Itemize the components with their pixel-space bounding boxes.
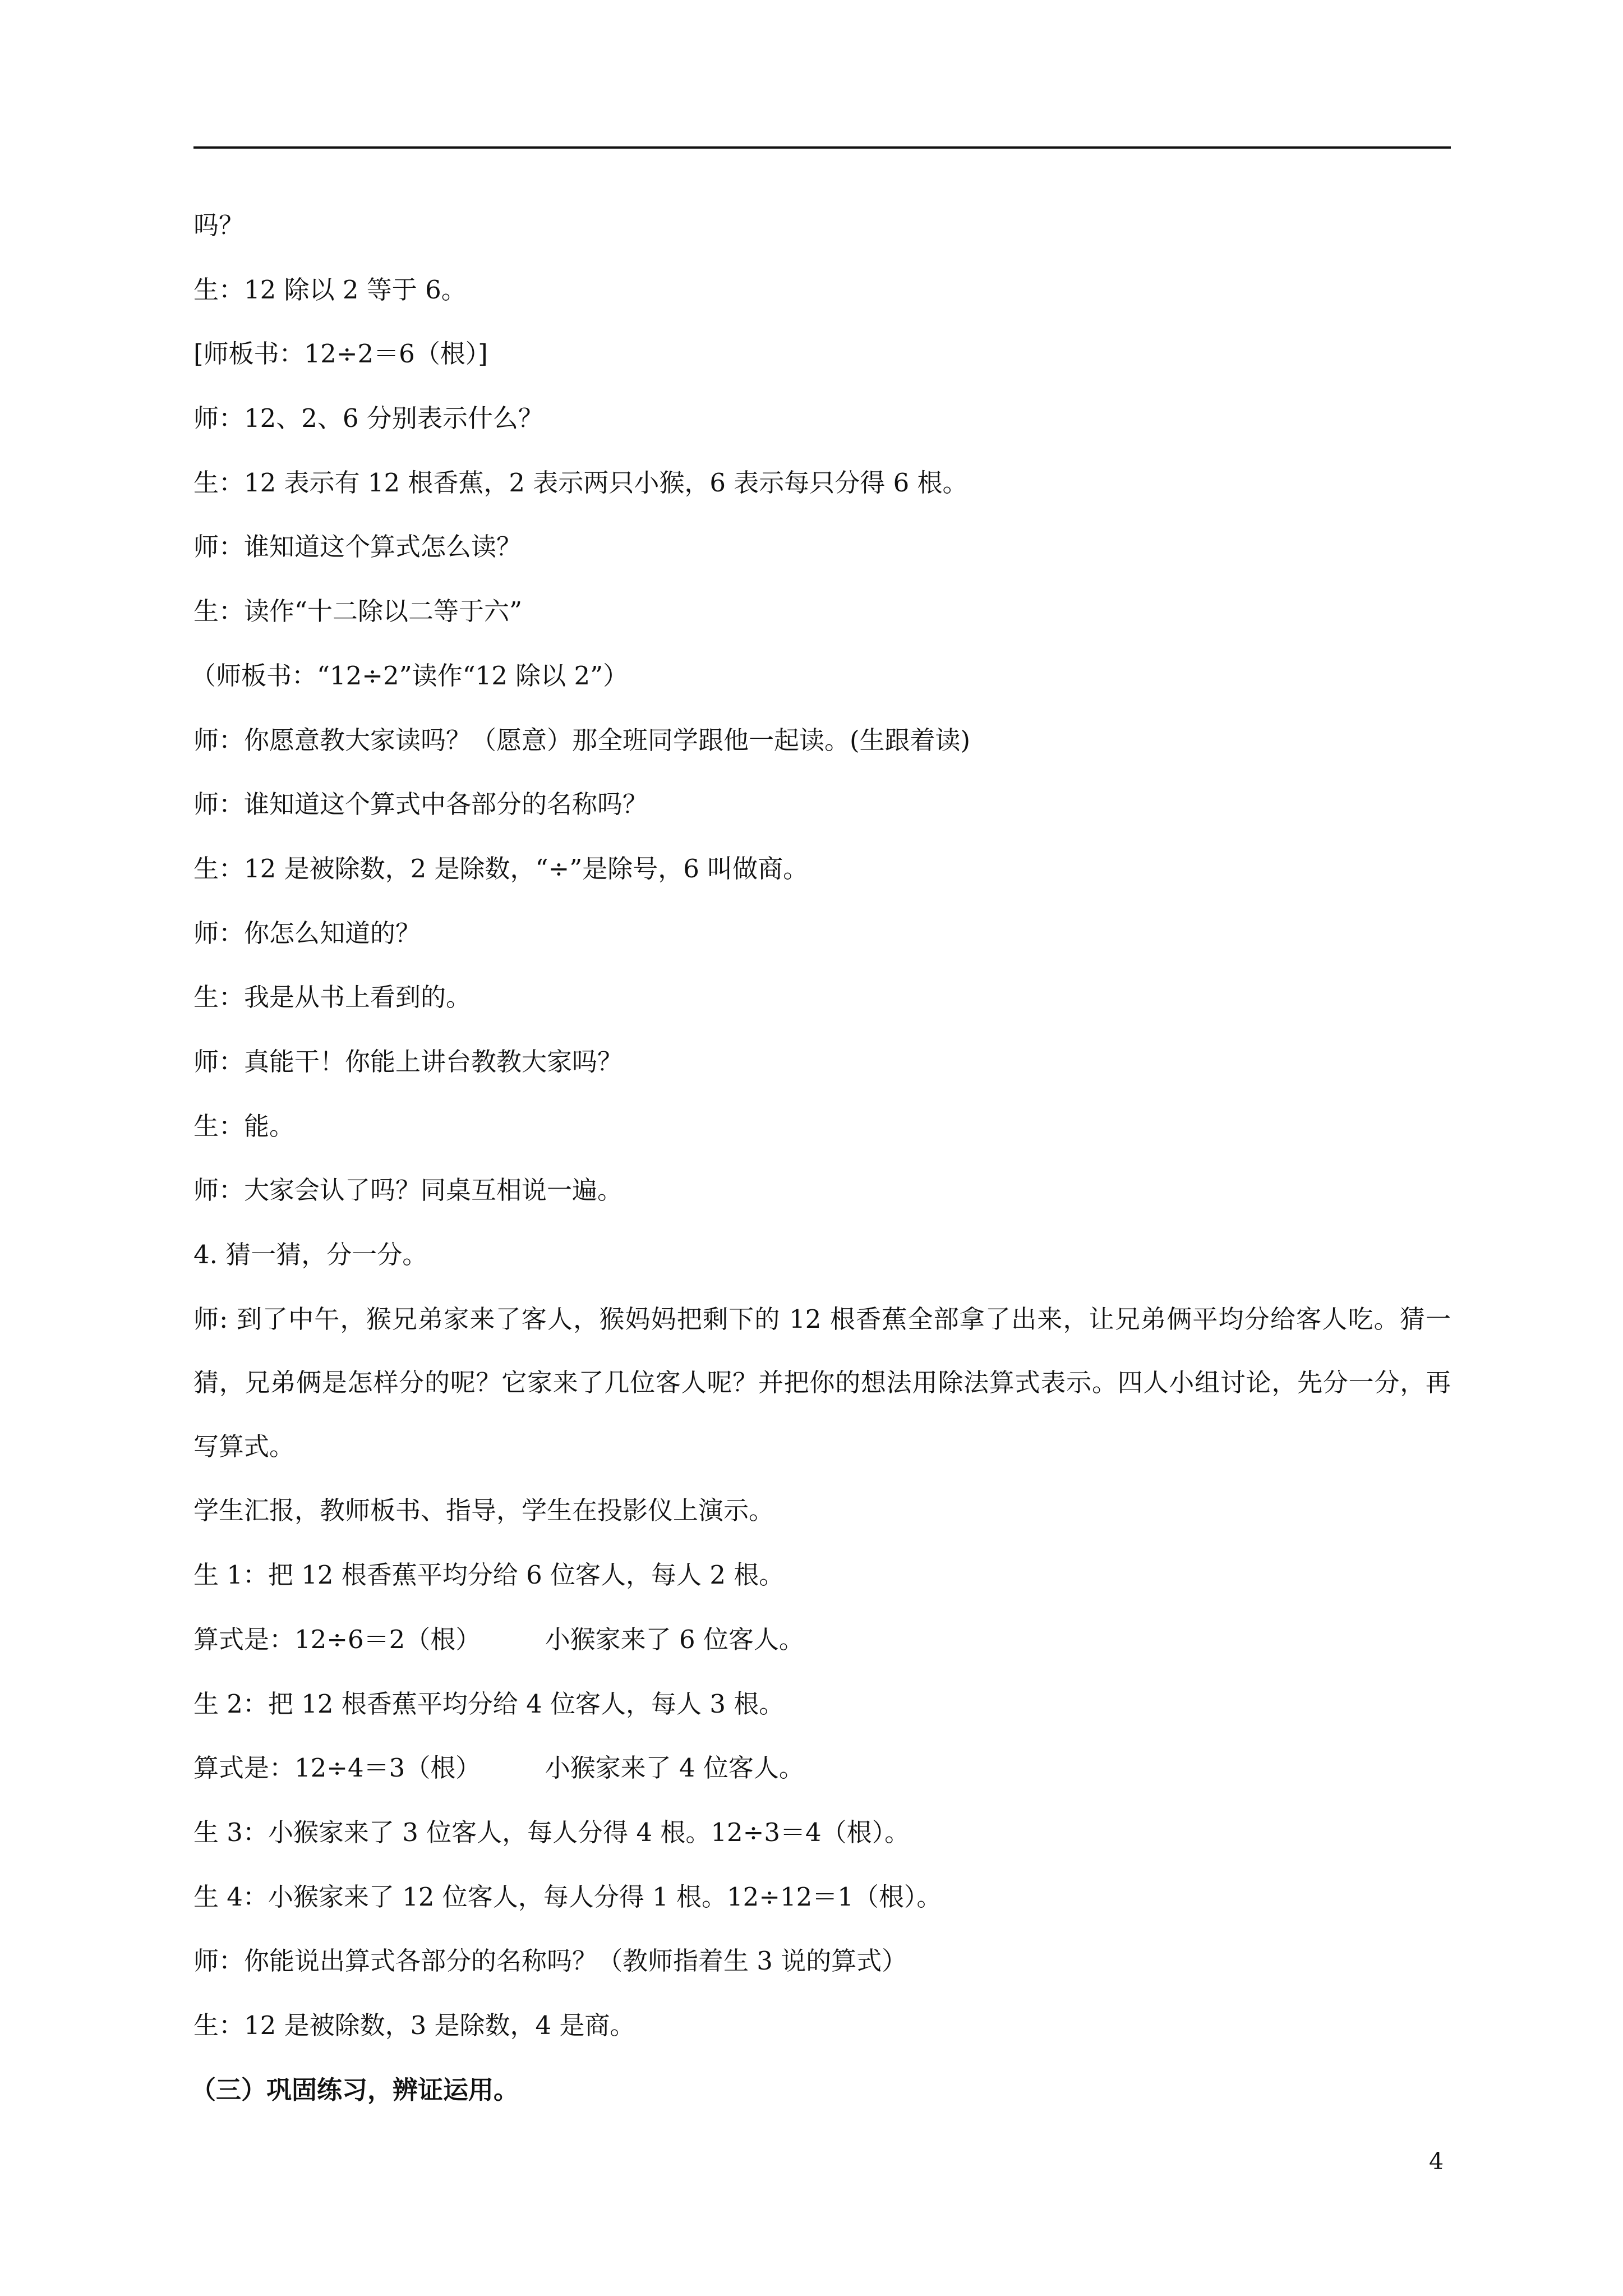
text-line: 算式是：12÷6＝2（根） 小猴家来了 6 位客人。 bbox=[193, 1624, 804, 1654]
text-line: 生：12 除以 2 等于 6。 bbox=[193, 274, 467, 305]
text-line: 生 3：小猴家来了 3 位客人，每人分得 4 根。12÷3＝4（根）。 bbox=[193, 1817, 910, 1847]
page-body bbox=[193, 209, 1451, 2138]
text-line: 算式是：12÷4＝3（根） 小猴家来了 4 位客人。 bbox=[193, 1753, 804, 1783]
text-line: 学生汇报，教师板书、指导，学生在投影仪上演示。 bbox=[193, 1496, 774, 1526]
text-paragraph: 师: 到了中午，猴兄弟家来了客人，猴妈妈把剩下的 12 根香蕉全部拿了出来，让兄弟俩平均分给客人吃。猜一猜，兄弟俩是怎样分的呢？它家来了几位客人呢？并把你的想法用除法算式表示。四人小组讨论，先分一分，再写算式。 bbox=[193, 1304, 1451, 1462]
text-line: 师：12、2、6 分别表示什么？ bbox=[193, 403, 543, 434]
text-line: 师：真能干！你能上讲台教教大家吗？ bbox=[193, 1046, 623, 1076]
text-line: 生 1：把 12 根香蕉平均分给 6 位客人，每人 2 根。 bbox=[193, 1560, 785, 1590]
text-line: 生：12 是被除数，3 是除数，4 是商。 bbox=[193, 2010, 635, 2040]
text-line: 生：读作“十二除以二等于六” bbox=[193, 596, 523, 627]
text-line: [师板书：12÷2＝6（根）] bbox=[193, 339, 488, 369]
text-line: （师板书：“12÷2”读作“12 除以 2”） bbox=[191, 660, 629, 691]
text-line: 师：大家会认了吗？同桌互相说一遍。 bbox=[193, 1175, 623, 1205]
text-line: 生：我是从书上看到的。 bbox=[193, 982, 472, 1013]
text-line: 师：谁知道这个算式怎么读？ bbox=[193, 532, 522, 562]
text-line: 生 4：小猴家来了 12 位客人，每人分得 1 根。12÷12＝1（根）。 bbox=[193, 1881, 942, 1912]
text-line: 生 2：把 12 根香蕉平均分给 4 位客人，每人 3 根。 bbox=[193, 1688, 785, 1719]
text-line: 生：能。 bbox=[193, 1111, 295, 1141]
text-line: 师：你愿意教大家读吗？（愿意）那全班同学跟他一起读。(生跟着读) bbox=[193, 725, 971, 755]
text-line: 师：你怎么知道的？ bbox=[193, 918, 421, 948]
text-line: 师：谁知道这个算式中各部分的名称吗？ bbox=[193, 789, 648, 820]
text-line: 师：你能说出算式各部分的名称吗？（教师指着生 3 说的算式） bbox=[193, 1946, 907, 1976]
page-number: 4 bbox=[1429, 2148, 1444, 2175]
text-line: 4. 猜一猜，分一分。 bbox=[193, 1240, 428, 1269]
section-heading: （三）巩固练习，辨证运用。 bbox=[191, 2074, 519, 2105]
text-line: 吗？ bbox=[193, 210, 245, 240]
text-line: 生：12 是被除数，2 是除数，“÷”是除号，6 叫做商。 bbox=[193, 853, 809, 884]
text-line: 生：12 表示有 12 根香蕉，2 表示两只小猴，6 表示每只分得 6 根。 bbox=[193, 467, 968, 498]
header-rule bbox=[193, 146, 1451, 149]
